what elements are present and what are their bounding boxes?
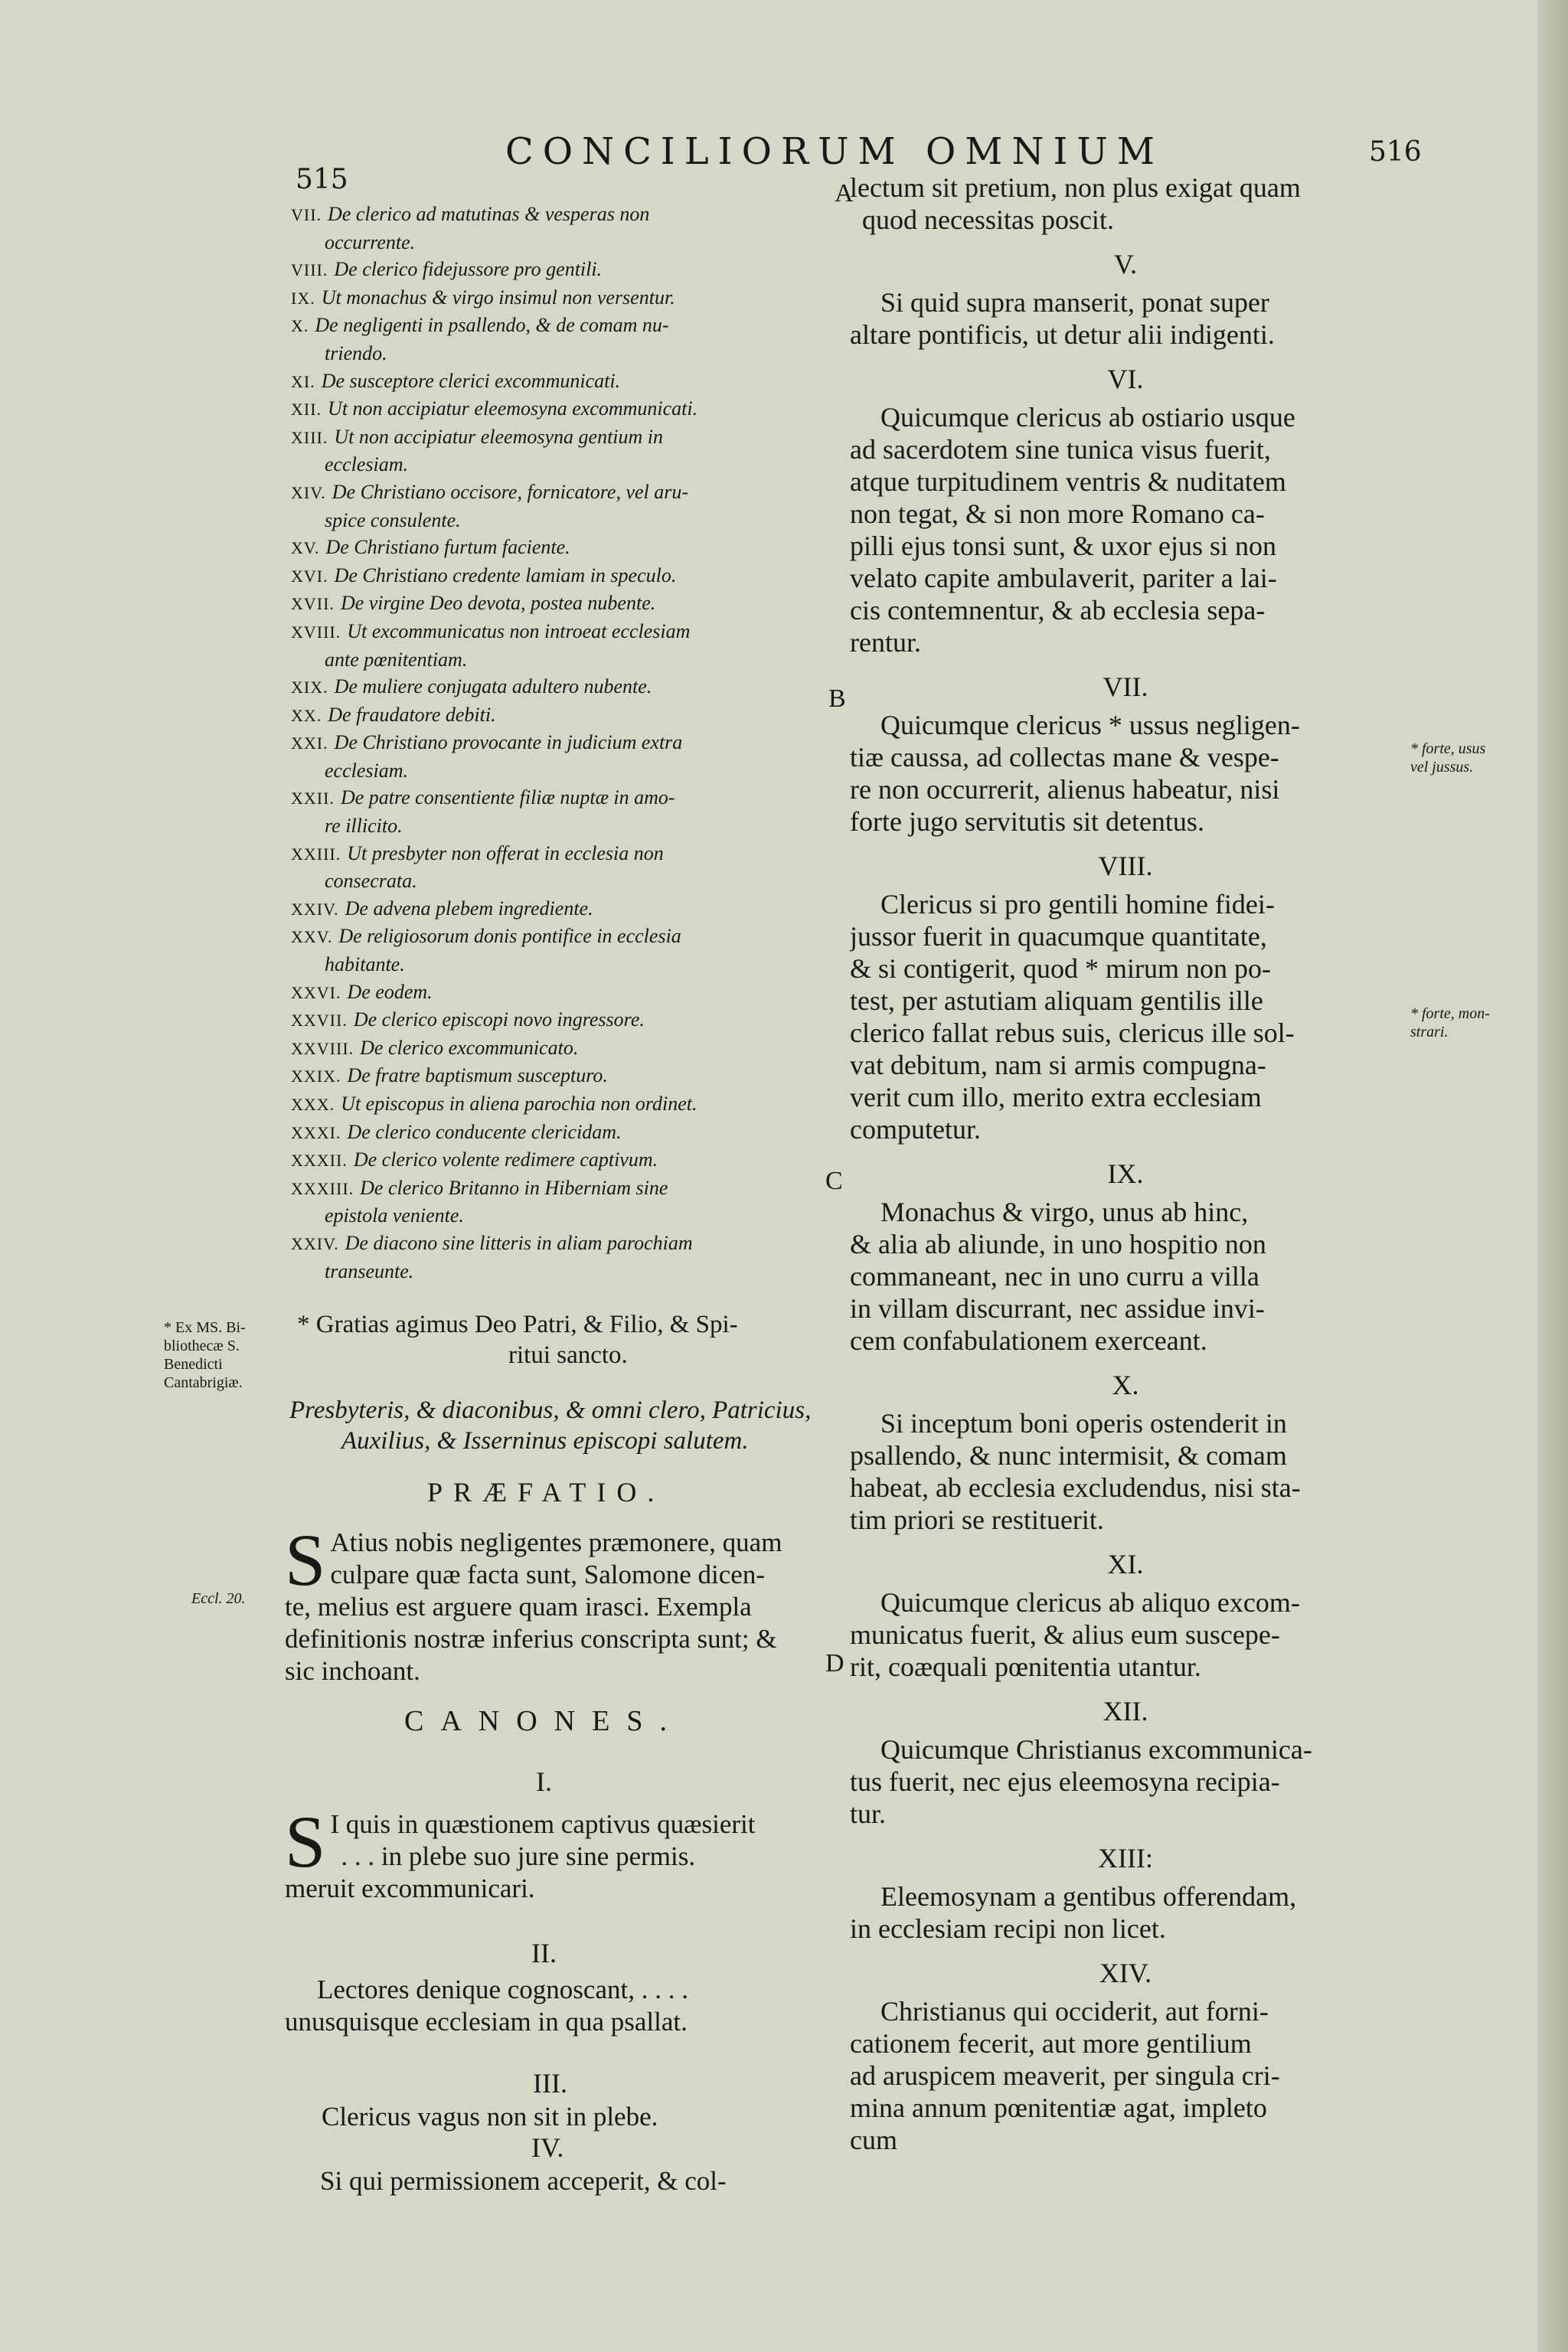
canon-index-number: XXVII.: [291, 1011, 348, 1031]
text-line: atque turpitudinem ventris & nuditatem: [850, 466, 1286, 497]
text-line: quod necessitas poscit.: [862, 204, 1114, 235]
canon-index-entry: [291, 1230, 835, 1258]
text-line: municatus fuerit, & alius eum suscepe-: [850, 1619, 1280, 1650]
canon-index-entry: [291, 1119, 835, 1147]
canon-heading: XI.: [1107, 1549, 1144, 1579]
canon-index-title: De muliere conjugata adultero nubente.: [334, 675, 652, 698]
text-line: altare pontificis, ut detur alii indigenti.: [850, 319, 1275, 350]
praefatio-body: [285, 1519, 827, 1687]
canon-index-title: habitante.: [325, 953, 405, 976]
text-line: non tegat, & si non more Romano ca-: [850, 498, 1265, 529]
canon-index-number: XXI.: [291, 733, 328, 753]
canon-index-number: XXXI.: [291, 1122, 341, 1142]
canon-index-number: XV.: [291, 538, 320, 558]
canon-heading: X.: [1112, 1370, 1139, 1400]
canon-index-number: XII.: [291, 400, 322, 420]
text-line: I quis in quæstionem captivus quæsierit: [330, 1809, 756, 1839]
canon-index-title: De Christiano furtum faciente.: [325, 536, 570, 559]
margin-note-line: strari.: [1410, 1024, 1449, 1040]
canon-index-number: VIII.: [291, 260, 328, 280]
canon-index-entry: [291, 673, 835, 701]
canon-index-title: Ut non accipiatur eleemosyna gentium in: [334, 425, 664, 448]
drop-cap: S: [285, 1801, 326, 1883]
canon-heading: XIII:: [1098, 1843, 1153, 1873]
canon-index-title: De negligenti in psallendo, & de comam nu-: [315, 314, 669, 337]
margin-note-line: * forte, mon-: [1410, 1005, 1490, 1022]
margin-note-forte-usus: [1410, 740, 1485, 776]
canon-index-number: XI.: [291, 371, 315, 391]
text-line: tiæ caussa, ad collectas mane & vespe-: [850, 742, 1279, 773]
margin-note-eccl: Eccl. 20.: [191, 1590, 246, 1607]
text-line: ad aruspicem meaverit, per singula cri-: [850, 2060, 1280, 2091]
canones-heading: CANONES.: [404, 1705, 684, 1737]
margin-note-line: bliothecæ S.: [164, 1338, 240, 1354]
page-number-right: 516: [1369, 136, 1422, 168]
canon-heading: IX.: [1107, 1158, 1144, 1189]
text-line: Quicumque clericus ab aliquo excom-: [880, 1587, 1300, 1618]
canon-index-title: Ut excommunicatus non introeat ecclesiam: [347, 619, 691, 642]
text-line: . . . in plebe suo jure sine permis.: [341, 1841, 696, 1871]
canon-index-title: De clerico excommunicato.: [360, 1036, 579, 1059]
canon-index-entry: [291, 312, 835, 340]
text-line: Presbyteris, & diaconibus, & omni clero, Patricius,: [289, 1396, 812, 1424]
canon-index-entry: [291, 201, 835, 229]
canon-sections: [850, 248, 1401, 2156]
canon-4-body: [320, 2165, 862, 2197]
canon-index-number: XXVI.: [291, 982, 341, 1002]
canon-index-title: Ut monachus & virgo insimul non versentur.: [321, 286, 675, 309]
section-letter-a: A: [835, 179, 854, 207]
canon-heading: VII.: [1102, 671, 1148, 702]
canon-index-title: Ut episcopus in aliena parochia non ordinet.: [341, 1093, 697, 1115]
canon-index-title: De Christiano credente lamiam in speculo.: [334, 564, 677, 586]
text-line: tus fuerit, nec ejus eleemosyna recipia-: [850, 1766, 1280, 1797]
text-line: Clericus vagus non sit in plebe.: [322, 2102, 658, 2132]
margin-note-line: * Ex MS. Bi-: [164, 1319, 246, 1336]
canon-index-number: XXV.: [291, 927, 333, 947]
text-line: rit, coæquali pœnitentia utantur.: [850, 1651, 1201, 1682]
drop-cap: S: [285, 1519, 326, 1601]
text-line: computetur.: [850, 1114, 981, 1145]
margin-note-line: * forte, usus: [1410, 740, 1486, 757]
text-line: jussor fuerit in quacumque quantitate,: [850, 921, 1267, 952]
canon-heading: XIV.: [1099, 1958, 1152, 1988]
canon-index-entry: [291, 1062, 835, 1090]
canon-index-title: De diacono sine litteris in aliam parochiam: [345, 1231, 693, 1254]
text-line: clerico fallat rebus suis, clericus ille sol-: [850, 1018, 1295, 1048]
canon-index-entry: [291, 479, 835, 507]
text-line: Eleemosynam a gentibus offerendam,: [880, 1881, 1297, 1912]
canon-index-title: spice consulente.: [325, 508, 461, 531]
text-line: tim priori se restituerit.: [850, 1504, 1104, 1535]
canon-index-title: occurrente.: [325, 230, 416, 253]
canon-index-number: XXXIII.: [291, 1178, 354, 1198]
canon-index-title: De fraudatore debiti.: [328, 703, 496, 726]
canon-index-entry: [291, 978, 835, 1007]
margin-note-manuscript-source: [164, 1318, 246, 1392]
text-line: Atius nobis negligentes præmonere, quam: [330, 1527, 782, 1557]
canon-heading: VI.: [1107, 364, 1144, 394]
canon-index-number: XXIV.: [291, 1233, 339, 1253]
canon-index-entry: [291, 618, 835, 646]
canon-index-number: X.: [291, 316, 309, 336]
canon-index-entry: [291, 395, 835, 423]
canon-index-entry: [291, 840, 835, 868]
text-line: unusquisque ecclesiam in qua psallat.: [285, 2007, 688, 2037]
canon-index-entry: [291, 256, 835, 284]
canon-index-entry: [291, 812, 835, 840]
text-line: Clericus si pro gentili homine fidei-: [880, 889, 1275, 920]
canon-index-entry: [291, 284, 835, 312]
canon-index-entry: [291, 646, 835, 674]
canon-index-list: [291, 201, 835, 1285]
text-line: te, melius est arguere quam irasci. Exempla: [285, 1592, 752, 1622]
canon-index-title: De fratre baptismum suscepturo.: [347, 1064, 608, 1087]
text-line: culpare quæ facta sunt, Salomone dicen-: [330, 1560, 765, 1589]
canon-index-number: XXII.: [291, 789, 335, 808]
text-line: cis contemnentur, & ab ecclesia sepa-: [850, 595, 1266, 626]
text-line: tur.: [850, 1798, 887, 1829]
canon-index-entry: [291, 507, 835, 534]
canon-index-title: De clerico ad matutinas & vesperas non: [328, 203, 650, 225]
canon-index-title: Ut non accipiatur eleemosyna excommunicati.: [328, 397, 698, 420]
canon-index-title: De clerico volente redimere captivum.: [353, 1148, 658, 1171]
canon-index-number: XIII.: [291, 427, 328, 447]
canon-3-heading: III.: [533, 2068, 567, 2099]
canon-index-entry: [291, 923, 835, 951]
canon-index-entry: [291, 534, 835, 562]
canon-index-number: XVII.: [291, 594, 335, 614]
section-letter-d: D: [825, 1649, 844, 1677]
text-line: in villam discurrant, nec assidue invi-: [850, 1293, 1265, 1324]
text-line: sic inchoant.: [285, 1656, 420, 1686]
text-line: rentur.: [850, 627, 921, 658]
text-line: cem confabulationem exerceant.: [850, 1325, 1207, 1356]
salutation-paragraph: [289, 1395, 811, 1456]
canon-index-title: De clerico conducente clericidam.: [347, 1120, 622, 1143]
canon-index-title: ecclesiam.: [325, 453, 409, 476]
text-line: & si contigerit, quod * mirum non po-: [850, 953, 1271, 984]
text-line: test, per astutiam aliquam gentilis ille: [850, 985, 1263, 1016]
canon-index-number: XVIII.: [291, 622, 341, 642]
canon-index-title: re illicito.: [325, 815, 403, 838]
canon-index-number: XXIX.: [291, 1067, 341, 1086]
canon-index-number: XIX.: [291, 678, 328, 697]
canon-index-number: VII.: [291, 205, 322, 224]
canon-index-title: De Christiano occisore, fornicatore, vel aru-: [332, 480, 689, 503]
canon-index-entry: [291, 423, 835, 452]
text-line: re non occurrerit, alienus habeatur, nisi: [850, 774, 1280, 805]
text-line: commaneant, nec in uno curru a villa: [850, 1261, 1259, 1292]
text-line: Si inceptum boni operis ostenderit in: [880, 1408, 1287, 1439]
text-line: pilli ejus tonsi sunt, & uxor ejus si non: [850, 531, 1277, 561]
canon-index-entry: [291, 229, 835, 256]
text-line: ad sacerdotem sine tunica visus fuerit,: [850, 434, 1271, 465]
text-line: forte jugo servitutis sit detentus.: [850, 806, 1204, 837]
canon-heading: XII.: [1102, 1696, 1148, 1726]
margin-note-line: Benedicti: [164, 1356, 223, 1373]
canon-index-title: De virgine Deo devota, postea nubente.: [340, 592, 656, 615]
text-line: lectum sit pretium, non plus exigat quam: [850, 172, 1301, 203]
text-line: Quicumque Christianus excommunica-: [880, 1734, 1312, 1765]
text-line: & alia ab aliunde, in uno hospitio non: [850, 1229, 1266, 1259]
canon-index-entry: [291, 590, 835, 618]
canon-3-body: [322, 2101, 864, 2133]
text-line: cum: [850, 2125, 897, 2155]
canon-index-entry: [291, 1034, 835, 1063]
canon-index-number: IX.: [291, 288, 315, 308]
text-line: psallendo, & nunc intermisit, & comam: [850, 1440, 1287, 1471]
text-line: Si qui permissionem acceperit, & col-: [320, 2166, 727, 2196]
canon-index-number: XXX.: [291, 1095, 335, 1114]
canon-index-number: XVI.: [291, 566, 328, 586]
canon-2-body: [285, 1974, 859, 2038]
section-letter-c: C: [825, 1167, 843, 1195]
text-line: in ecclesiam recipi non licet.: [850, 1913, 1166, 1944]
canon-1-heading: I.: [536, 1766, 552, 1797]
canon-index-number: XXXII.: [291, 1151, 348, 1171]
page-number-left: 515: [296, 164, 348, 195]
right-column-text: [850, 172, 1401, 2156]
running-title: CONCILIORUM OMNIUM: [505, 130, 1165, 173]
canon-index-entry: [291, 951, 835, 978]
canon-index-title: De clerico episcopi novo ingressore.: [353, 1008, 645, 1031]
canon-index-number: XXVIII.: [291, 1038, 354, 1058]
canon-index-entry: [291, 729, 835, 757]
book-spine-shadow: [1537, 0, 1568, 2352]
canon-index-number: XXIV.: [291, 899, 339, 919]
text-line: Si quid supra manserit, ponat super: [880, 287, 1269, 318]
text-line: Quicumque clericus ab ostiario usque: [880, 402, 1295, 433]
canon-index-title: consecrata.: [325, 870, 417, 893]
canon-index-title: De clerico Britanno in Hiberniam sine: [360, 1176, 668, 1199]
canon-index-entry: [291, 1258, 835, 1285]
canon-index-title: epistola veniente.: [325, 1204, 464, 1227]
canon-2-heading: II.: [531, 1938, 557, 1968]
canon-heading: VIII.: [1098, 851, 1153, 881]
text-line: Christianus qui occiderit, aut forni-: [880, 1996, 1269, 2027]
section-letter-b: B: [828, 684, 846, 713]
text-line: mina annum pœnitentiæ agat, impleto: [850, 2092, 1267, 2123]
canon-index-title: De clerico fidejussore pro gentili.: [334, 258, 603, 281]
margin-note-line: Cantabrigiæ.: [164, 1374, 243, 1391]
canon-index-entry: [291, 1202, 835, 1230]
margin-note-forte-monstrari: [1410, 1004, 1490, 1041]
text-line: habeat, ab ecclesia excludendus, nisi sta-: [850, 1472, 1301, 1503]
gratias-paragraph: [297, 1309, 738, 1370]
text-line: * Gratias agimus Deo Patri, & Filio, & Spi-: [297, 1311, 738, 1338]
canon-4-heading: IV.: [531, 2132, 564, 2163]
canon-index-entry: [291, 895, 835, 923]
text-line: definitionis nostræ inferius conscripta sunt; &: [285, 1624, 777, 1654]
canon-index-entry: [291, 1174, 835, 1203]
canon-index-title: transeunte.: [325, 1259, 414, 1282]
text-line: vat debitum, nam si armis compugna-: [850, 1050, 1266, 1080]
canon-index-number: XX.: [291, 705, 322, 725]
praefatio-heading: PRÆFATIO.: [427, 1477, 665, 1508]
text-line: cationem fecerit, aut more gentilium: [850, 2028, 1252, 2059]
canon-index-entry: [291, 757, 835, 785]
canon-index-entry: [291, 867, 835, 895]
text-line: ritui sancto.: [508, 1341, 628, 1369]
canon-index-title: De eodem.: [347, 980, 433, 1003]
canon-index-title: De Christiano provocante in judicium extra: [334, 731, 683, 754]
canon-index-entry: [291, 1006, 835, 1034]
text-line: Lectores denique cognoscant, . . . .: [317, 1975, 688, 2004]
canon-index-title: De patre consentiente filiæ nuptæ in amo-: [340, 786, 675, 809]
text-line: Auxilius, & Isserninus episcopi salutem.: [341, 1427, 749, 1455]
canon-index-number: XIV.: [291, 482, 326, 502]
canon-index-entry: [291, 340, 835, 368]
canon-index-title: ecclesiam.: [325, 759, 409, 782]
canon-1-body: [285, 1801, 827, 1905]
canon-index-title: De religiosorum donis pontifice in ecclesia: [338, 925, 681, 948]
canon-index-title: ante pœnitentiam.: [325, 648, 468, 671]
canon-heading: V.: [1113, 249, 1138, 279]
canon-index-title: triendo.: [325, 341, 387, 364]
canon-index-entry: [291, 1146, 835, 1174]
canon-index-title: De advena plebem ingrediente.: [345, 897, 593, 920]
canon-index-entry: [291, 368, 835, 396]
margin-note-line: vel jussus.: [1410, 759, 1474, 776]
text-line: Monachus & virgo, unus ab hinc,: [880, 1197, 1249, 1227]
canon-index-title: De susceptore clerici excommunicati.: [321, 369, 621, 392]
canon-index-title: Ut presbyter non offerat in ecclesia non: [347, 841, 664, 864]
text-line: velato capite ambulaverit, pariter a lai-: [850, 563, 1277, 593]
canon-index-entry: [291, 451, 835, 479]
text-line: meruit excommunicari.: [285, 1873, 535, 1903]
canon-index-entry: [291, 701, 835, 730]
text-line: Quicumque clericus * ussus negligen-: [880, 710, 1300, 740]
canon-index-entry: [291, 562, 835, 590]
text-line: verit cum illo, merito extra ecclesiam: [850, 1082, 1262, 1112]
canon-index-number: XXIII.: [291, 844, 341, 864]
canon-index-entry: [291, 1090, 835, 1119]
canon-index-entry: [291, 784, 835, 812]
